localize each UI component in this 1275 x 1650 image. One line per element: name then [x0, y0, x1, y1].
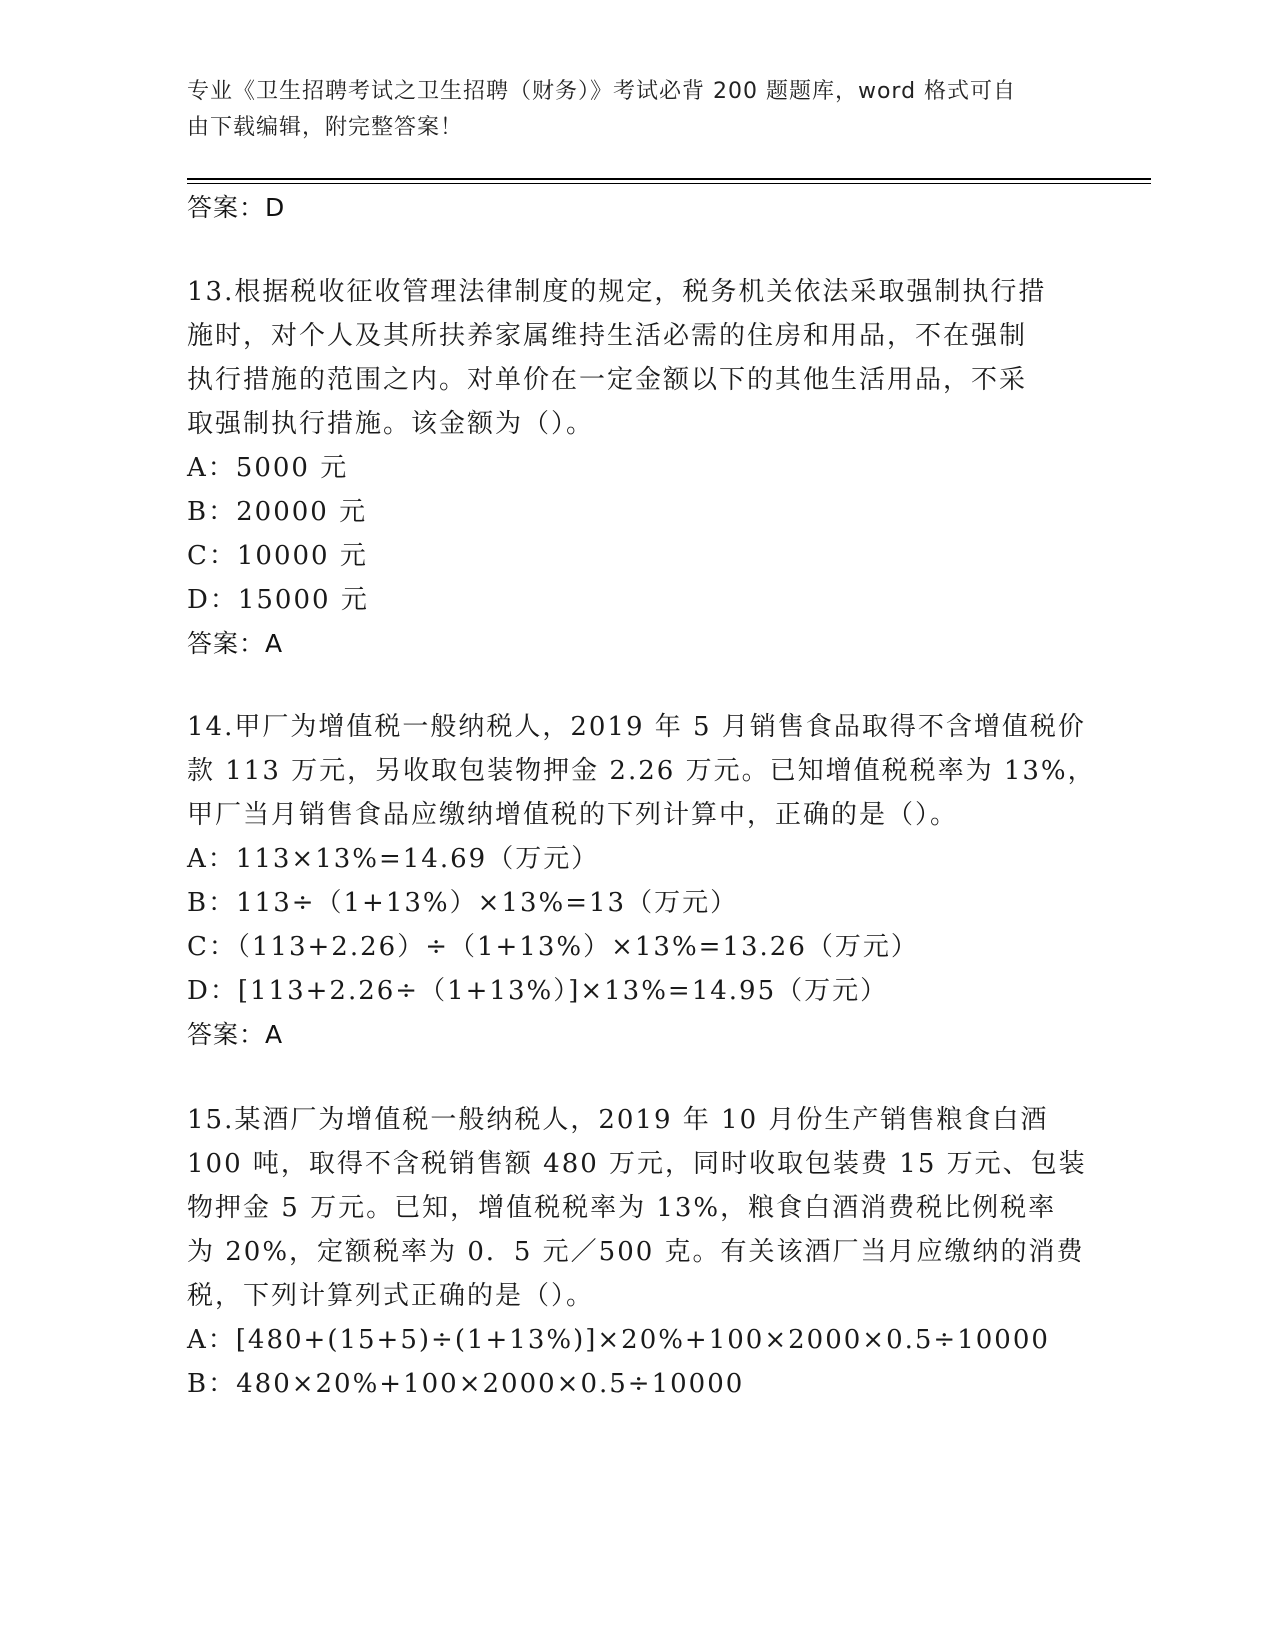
- q15-option-a: A：[480+(15+5)÷(1+13%)]×20%+100×2000×0.5÷10000: [187, 1325, 1050, 1355]
- q14-text-line: 14.甲厂为增值税一般纳税人，2019 年 5 月销售食品取得不含增值税价: [187, 712, 1086, 742]
- q13-answer: 答案：A: [187, 629, 284, 658]
- previous-answer: 答案：D: [187, 193, 286, 222]
- q13-text-line: 13.根据税收征收管理法律制度的规定，税务机关依法采取强制执行措: [187, 277, 1047, 307]
- q15-option-b: B：480×20%+100×2000×0.5÷10000: [187, 1369, 745, 1399]
- q15-text-line: 100 吨，取得不含税销售额 480 万元，同时收取包装费 15 万元、包装: [187, 1149, 1087, 1179]
- q15-text-line: 物押金 5 万元。已知，增值税税率为 13%，粮食白酒消费税比例税率: [187, 1193, 1057, 1223]
- header-line-2: 由下载编辑，附完整答案！: [187, 115, 464, 140]
- q13-text-line: 取强制执行措施。该金额为（）。: [187, 409, 595, 439]
- document-header: [187, 74, 1087, 146]
- header-line-1: 专业《卫生招聘考试之卫生招聘（财务）》考试必背 200 题题库，word 格式可自: [187, 79, 1017, 104]
- q13-text-line: 执行措施的范围之内。对单价在一定金额以下的其他生活用品，不采: [187, 365, 1028, 395]
- q14-text-line: 款 113 万元，另收取包装物押金 2.26 万元。已知增值税税率为 13%，: [187, 756, 1096, 786]
- q13-option-b: B：20000 元: [187, 497, 368, 527]
- q14-option-c: C：（113+2.26）÷（1+13%）×13%=13.26（万元）: [187, 932, 919, 962]
- q14-option-d: D：[113+2.26÷（1+13%）]×13%=14.95（万元）: [187, 976, 889, 1006]
- q15-text-line: 税，下列计算列式正确的是（）。: [187, 1281, 595, 1311]
- header-divider-thin: [187, 183, 1151, 184]
- q14-text-line: 甲厂当月销售食品应缴纳增值税的下列计算中，正确的是（）。: [187, 800, 959, 830]
- header-divider-thick: [187, 178, 1151, 180]
- q14-answer: 答案：A: [187, 1020, 284, 1049]
- q13-option-c: C：10000 元: [187, 541, 368, 571]
- q13-option-d: D：15000 元: [187, 585, 369, 615]
- q15-text-line: 15.某酒厂为增值税一般纳税人，2019 年 10 月份生产销售粮食白酒: [187, 1105, 1049, 1135]
- q14-option-b: B：113÷（1+13%）×13%=13（万元）: [187, 888, 739, 918]
- q14-option-a: A：113×13%=14.69（万元）: [187, 844, 600, 874]
- q15-text-line: 为 20%，定额税率为 0．5 元／500 克。有关该酒厂当月应缴纳的消费: [187, 1237, 1085, 1267]
- q13-option-a: A：5000 元: [187, 453, 349, 483]
- q13-text-line: 施时，对个人及其所扶养家属维持生活必需的住房和用品，不在强制: [187, 321, 1028, 351]
